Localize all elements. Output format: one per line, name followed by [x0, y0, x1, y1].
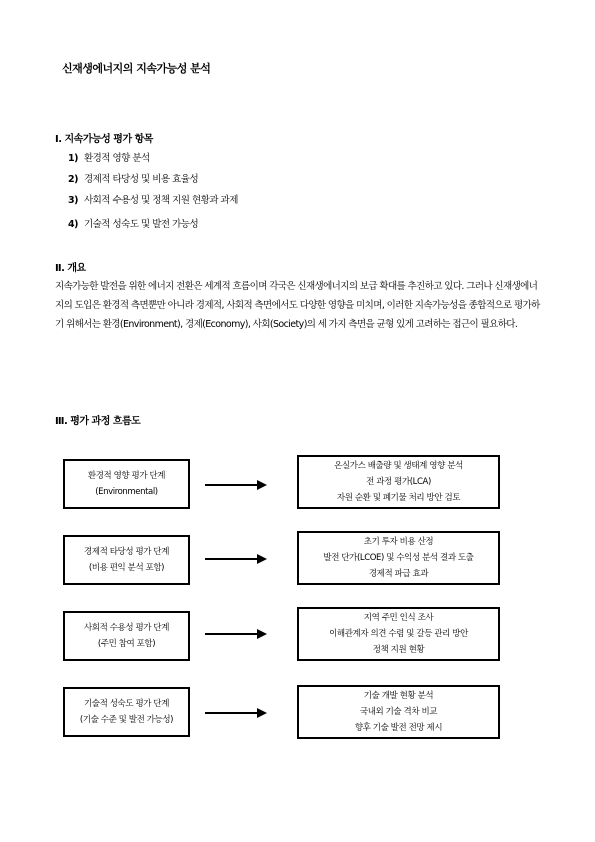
- right-arrow-icon: [205, 479, 267, 491]
- list-item-number: 2): [68, 174, 78, 185]
- list-item: [68, 216, 198, 230]
- flow-right-line: 이해관계자 의견 수렴 및 갈등 관리 방안: [329, 629, 468, 639]
- flow-right-line: 기술 개발 현황 분석: [363, 691, 434, 701]
- flow-right-line: 지역 주민 인식 조사: [363, 613, 434, 623]
- flow-right-line: 정책 지원 현황: [372, 645, 425, 655]
- flow-left-box: [63, 611, 190, 661]
- flow-left-line: 기술적 성숙도 평가 단계: [83, 699, 170, 709]
- flow-left-line: (비용 편익 분석 포함): [88, 563, 165, 573]
- section2-heading: Ⅱ. 개요: [55, 263, 86, 274]
- flow-left-line: 환경적 영향 평가 단계: [87, 471, 166, 481]
- section1-heading: Ⅰ. 지속가능성 평가 항목: [55, 134, 153, 145]
- list-item: [68, 192, 238, 206]
- flow-right-line: 국내외 기술 격차 비교: [359, 707, 438, 717]
- list-item-text: 환경적 영향 분석: [83, 153, 150, 164]
- list-item: [68, 150, 150, 164]
- flow-left-line: (주민 참여 포함): [97, 639, 156, 649]
- flow-right-line: 경제적 파급 효과: [368, 569, 429, 579]
- flow-right-box: [297, 455, 500, 509]
- flow-right-line: 향후 기술 발전 전망 제시: [354, 723, 443, 733]
- flow-right-box: [297, 685, 500, 739]
- list-item-text: 기술적 성숙도 및 발전 가능성: [83, 219, 199, 230]
- section3-heading: Ⅲ. 평가 과정 흐름도: [55, 416, 141, 427]
- right-arrow-icon: [205, 707, 267, 719]
- list-item-text: 사회적 수용성 및 정책 지원 현황과 과제: [83, 195, 238, 206]
- flow-left-box: [63, 535, 190, 585]
- right-arrow-icon: [205, 553, 267, 565]
- flow-right-box: [297, 607, 500, 661]
- flow-right-box: [297, 531, 500, 585]
- flow-right-line: 온실가스 배출량 및 생태계 영향 분석: [334, 461, 463, 471]
- flow-left-box: [63, 459, 190, 509]
- list-item-number: 1): [68, 153, 78, 164]
- overview-paragraph: 지속가능한 발전을 위한 에너지 전환은 세계적 흐름이며 각국은 신재생에너지의 보급 확대를 추진하고 있다. 그러나 신재생에너지의 도입은 환경적 측면뿐만 아니라 경제적, 사회적 측면에서도 다양한 영향을 미치며, 이러한 지속가능성을 종합적으로 평가하기 위해서는 환경(Environment), 경제(Economy), 사회(Society)의 세 가지 측면을 균형 있게 고려하는 접근이 필요하다.: [55, 281, 540, 330]
- document-title: 신재생에너지의 지속가능성 분석: [62, 62, 211, 75]
- list-item: [68, 171, 198, 185]
- flow-left-box: [63, 687, 190, 737]
- flow-right-line: 전 과정 평가(LCA): [366, 477, 431, 487]
- list-item-number: 3): [68, 195, 78, 206]
- right-arrow-icon: [205, 628, 267, 640]
- flow-right-line: 자원 순환 및 폐기물 처리 방안 검토: [336, 493, 461, 503]
- flow-left-line: (Environmental): [95, 487, 158, 497]
- flow-left-line: (기술 수준 및 발전 가능성): [79, 715, 174, 725]
- flow-right-line: 초기 투자 비용 산정: [363, 537, 434, 547]
- list-item-number: 4): [68, 219, 78, 230]
- flow-left-line: 사회적 수용성 평가 단계: [83, 623, 170, 633]
- flow-right-line: 발전 단가(LCOE) 및 수익성 분석 결과 도출: [323, 553, 474, 563]
- list-item-text: 경제적 타당성 및 비용 효율성: [83, 174, 199, 185]
- flow-left-line: 경제적 타당성 평가 단계: [83, 547, 170, 557]
